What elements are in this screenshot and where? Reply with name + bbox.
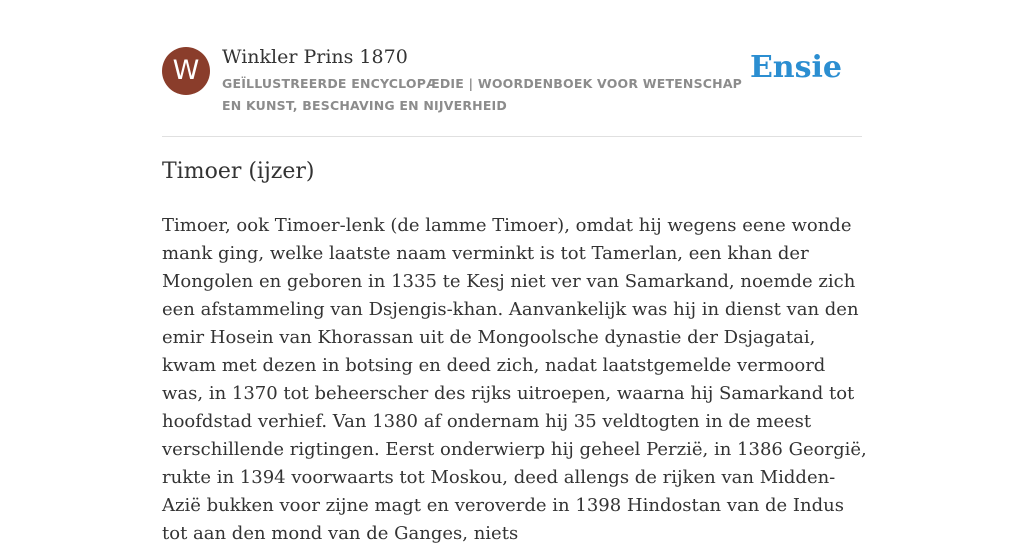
article-body: Timoer, ook Timoer-lenk (de lamme Timoer), omdat hij wegens eene wonde mank ging, welke laatste naam verminkt is tot Tamerlan, een khan der Mongolen en geboren in 1335 te Kesj niet ver van Samarkand, noemde zich een afstammeling van Dsjengis-khan. Aanvankelijk was hij in dienst van den emir Hosein van Khorassan uit de Mongoolsche dynastie der Dsjagatai, kwam met dezen in botsing en deed zich, nadat laatstgemelde vermoord was, in 1370 tot beheerscher des rijks uitroepen, waarna hij Samarkand tot hoofdstad verhief. Van 1380 af ondernam hij 35 veldtogten in de meest verschillende rigtingen. Eerst onderwierp hij geheel Perzië, in 1386 Georgië, rukte in 1394 voorwaarts tot Moskou, deed allengs de rijken van Midden-Azië bukken voor zijne magt en veroverde in 1398 Hindostan van de Indus tot aan den mond van de Ganges, niets xyxy=(162,215,867,544)
article-title: Timoer (ijzer) xyxy=(162,159,315,184)
ensie-logo[interactable]: Ensie xyxy=(749,50,842,85)
source-title[interactable]: Winkler Prins 1870 xyxy=(222,46,408,68)
source-header xyxy=(162,44,862,137)
source-avatar[interactable]: W xyxy=(162,47,210,95)
source-subtitle: GEÏLLUSTREERDE ENCYCLOPÆDIE | WOORDENBOEK VOOR WETENSCHAP EN KUNST, BESCHAVING EN NIJVERHEID xyxy=(222,76,743,113)
